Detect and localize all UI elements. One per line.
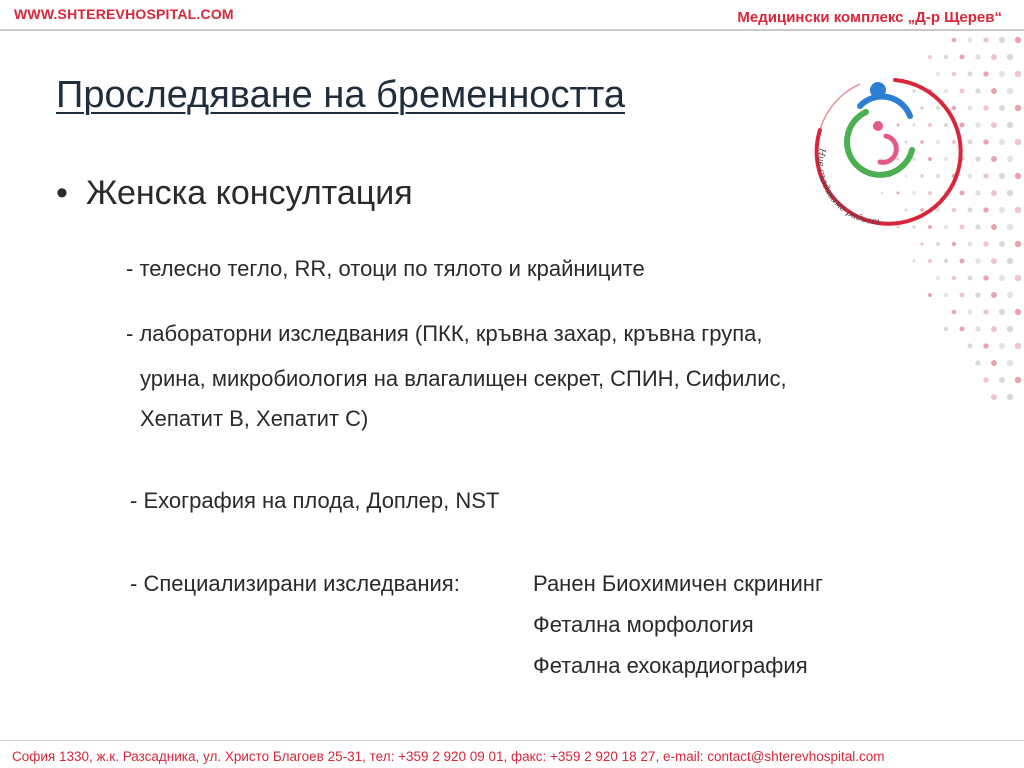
decoration-dot (991, 224, 997, 230)
decoration-dot (944, 259, 948, 263)
decoration-dot (960, 55, 965, 60)
decoration-dot (944, 55, 948, 59)
footer-contact: София 1330, ж.к. Разсадника, ул. Христо Благоев 25-31, тел: +359 2 920 09 01, факс: +359 2 920 18 27, e-mail: contact@shterevhospital.com (12, 749, 885, 764)
decoration-dot (983, 275, 988, 280)
decoration-dot (1007, 122, 1013, 128)
decoration-dot (999, 71, 1005, 77)
decoration-dot (1007, 292, 1013, 298)
decoration-dot (944, 327, 948, 331)
decoration-dot (983, 173, 988, 178)
decoration-dot (1007, 360, 1013, 366)
decoration-dot (991, 54, 997, 60)
decoration-dot (1015, 139, 1021, 145)
decoration-dot (960, 293, 965, 298)
decoration-dot (952, 242, 956, 246)
decoration-dot (975, 190, 980, 195)
decoration-dot (936, 276, 940, 280)
decoration-dot (912, 259, 915, 262)
decoration-dot (975, 88, 980, 93)
decoration-dot (1015, 173, 1021, 179)
detail-line: Хепатит В, Хепатит С) (140, 406, 369, 431)
decoration-dot (991, 258, 997, 264)
decoration-dot (975, 326, 980, 331)
decoration-dot (1007, 394, 1013, 400)
decoration-dot (983, 343, 988, 348)
header-bar (0, 0, 1024, 28)
decoration-dot (1015, 37, 1021, 43)
decoration-dot (999, 275, 1005, 281)
decoration-dot (1015, 309, 1021, 315)
decoration-dot (952, 310, 956, 314)
decoration-dot (936, 242, 940, 246)
decoration-dot (928, 55, 932, 59)
decoration-dot (968, 38, 973, 43)
decoration-dot (983, 105, 988, 110)
decoration-dot (1007, 224, 1013, 230)
organization-name: Медицински комплекс „Д-р Щерев“ (737, 9, 1002, 26)
decoration-dot (1015, 343, 1021, 349)
decoration-dot (1007, 88, 1013, 94)
decoration-dot (920, 242, 923, 245)
decoration-dot (968, 242, 973, 247)
decoration-dot (1015, 105, 1021, 111)
decoration-dot (991, 292, 997, 298)
decoration-dot (991, 326, 997, 332)
decoration-dot (1015, 377, 1021, 383)
decoration-dot (952, 38, 956, 42)
hospital-logo (800, 70, 970, 230)
decoration-dot (1015, 71, 1021, 77)
decoration-dot (983, 71, 988, 76)
decoration-dot (975, 122, 980, 127)
decoration-dot (944, 293, 948, 297)
footer-divider (0, 740, 1024, 741)
detail-line: Ранен Биохимичен скрининг (533, 571, 823, 596)
decoration-dot (991, 156, 997, 162)
decoration-dot (999, 343, 1005, 349)
detail-line: - Ехография на плода, Доплер, NST (130, 488, 500, 513)
decoration-dot (999, 207, 1005, 213)
header-divider (0, 29, 1024, 31)
decoration-dot (999, 105, 1005, 111)
decoration-dot (1015, 207, 1021, 213)
decoration-dot (960, 259, 965, 264)
decoration-dot (983, 207, 988, 212)
decoration-dot (1007, 190, 1013, 196)
decoration-dot (999, 309, 1005, 315)
decoration-dot (975, 360, 980, 365)
decoration-dot (968, 310, 973, 315)
decoration-dot (999, 139, 1005, 145)
decoration-dot (952, 276, 956, 280)
decoration-dot (960, 327, 965, 332)
decoration-dot (991, 394, 997, 400)
decoration-dot (983, 139, 988, 144)
decoration-dot (928, 293, 932, 297)
decoration-dot (968, 344, 973, 349)
decoration-dot (975, 258, 980, 263)
detail-line: - Специализирани изследвания: (130, 571, 460, 596)
decoration-dot (999, 37, 1005, 43)
decoration-dot (1015, 241, 1021, 247)
decoration-dot (928, 259, 932, 263)
decoration-dot (999, 241, 1005, 247)
decoration-dot (983, 37, 988, 42)
decoration-dot (1007, 156, 1013, 162)
decoration-dot (999, 173, 1005, 179)
decoration-dot (975, 54, 980, 59)
logo-slogan: Ние създаваме радост (815, 147, 881, 228)
detail-line: Фетална морфология (533, 612, 754, 637)
decoration-dot (991, 360, 997, 366)
bullet-text: Женска консултация (86, 174, 413, 212)
svg-text:Ние създаваме радост (815, 146, 880, 227)
slide-title: Проследяване на бременността (56, 74, 625, 116)
decoration-dot (975, 224, 980, 229)
decoration-dot (975, 156, 980, 161)
decoration-dot (968, 276, 973, 281)
decoration-dot (983, 377, 988, 382)
decoration-dot (1007, 326, 1013, 332)
decoration-dot (999, 377, 1005, 383)
decoration-dot (991, 122, 997, 128)
bullet-item (56, 174, 413, 213)
decoration-dot (1007, 258, 1013, 264)
site-url: WWW.SHTEREVHOSPITAL.COM (14, 6, 234, 22)
decoration-dot (983, 309, 988, 314)
detail-line: - телесно тегло, RR, отоци по тялото и крайниците (126, 256, 645, 281)
decoration-dot (991, 190, 997, 196)
decoration-dot (991, 88, 997, 94)
detail-line: - лабораторни изследвания (ПКК, кръвна захар, кръвна група, (126, 321, 763, 346)
detail-line: Фетална ехокардиография (533, 653, 808, 678)
decoration-dot (983, 241, 988, 246)
decoration-dot (1007, 54, 1013, 60)
detail-line: урина, микробиология на влагалищен секрет, СПИН, Сифилис, (140, 366, 787, 391)
bullet-dot-icon: • (56, 174, 68, 212)
decoration-dot (1015, 275, 1021, 281)
decoration-dot (975, 292, 980, 297)
